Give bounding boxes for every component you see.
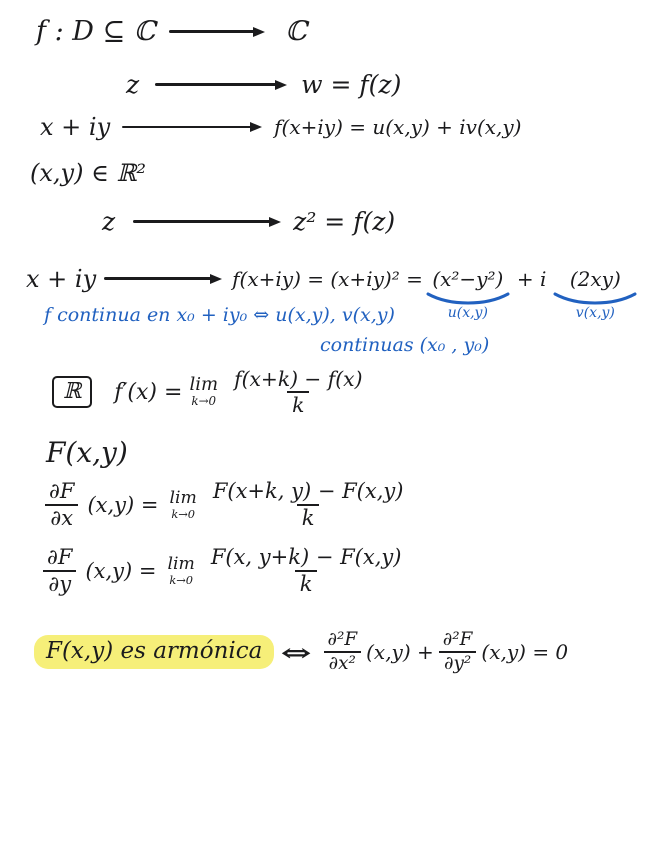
v-brace-label: v(x,y) <box>575 305 615 321</box>
fraction-denominator: ∂x² <box>324 651 361 675</box>
arrow-shaft <box>122 126 252 129</box>
highlighted-text: F(x,y) es armónica <box>34 635 274 669</box>
fraction-denominator: ∂y² <box>439 651 476 675</box>
argument-equals: (x,y) = <box>87 493 159 518</box>
arrow-shaft <box>104 277 212 280</box>
map-lhs: z <box>126 70 140 99</box>
partial-derivative-symbol <box>44 480 79 530</box>
plus-i: + i <box>516 266 547 291</box>
maps-to-arrow-icon <box>155 80 287 90</box>
arrow-head <box>250 122 262 132</box>
fraction-numerator: ∂F <box>49 479 75 503</box>
fraction-denominator: ∂y <box>43 570 76 597</box>
map-lhs: z <box>102 207 116 236</box>
formula-line-xiy-maps-uv <box>40 113 521 141</box>
iff-arrow-icon: ⇔ <box>280 637 312 667</box>
arrow-shaft <box>155 83 277 86</box>
harmonic-tail: (x,y) = 0 <box>481 640 569 665</box>
continuity-note-line1 <box>44 304 395 326</box>
difference-quotient <box>229 368 367 416</box>
fraction-denominator: k <box>297 504 320 531</box>
domain-lhs: f : D ⊆ ℂ <box>36 16 156 47</box>
formula-line-domain <box>36 16 307 47</box>
formula-line-dFdx <box>40 480 412 530</box>
maps-to-arrow-icon <box>104 274 222 284</box>
arrow-shaft <box>133 220 271 223</box>
formula-line-F-title <box>46 436 128 469</box>
lim-word: lim <box>189 374 219 396</box>
second-partial-y <box>438 630 478 674</box>
plane-statement: (x,y) ∈ ℝ² <box>30 159 147 187</box>
fraction-numerator: ∂²F <box>327 629 358 650</box>
F-title: F(x,y) <box>46 436 128 469</box>
maps-to-arrow-icon <box>122 122 262 132</box>
fraction-denominator: k <box>287 391 309 417</box>
map-rhs: w = f(z) <box>301 70 402 99</box>
underbraced-term-u <box>425 267 511 320</box>
underbrace-icon <box>552 292 638 306</box>
arrow-shaft <box>169 30 255 33</box>
arrow-head <box>210 274 222 284</box>
derivative-lhs: f′(x) = <box>114 379 183 405</box>
formula-line-dFdy <box>38 546 410 596</box>
lim-subscript: k→0 <box>171 506 195 521</box>
formula-line-plane <box>30 159 146 187</box>
arrow-head <box>275 80 287 90</box>
fraction-denominator: ∂x <box>45 504 78 531</box>
map-lhs: x + iy <box>26 264 97 293</box>
map-rhs: z² = f(z) <box>293 207 396 236</box>
continuity-note-line2 <box>320 334 489 356</box>
domain-rhs: ℂ <box>285 16 307 47</box>
u-term: (x²−y²) <box>432 267 504 291</box>
limit <box>169 487 197 521</box>
lim-word: lim <box>167 553 195 574</box>
difference-quotient <box>206 546 407 596</box>
fraction-numerator: f(x+k) − f(x) <box>234 367 363 391</box>
underbraced-term-v <box>552 267 638 320</box>
underbrace-icon <box>425 292 511 306</box>
second-partial-x <box>322 630 362 674</box>
fraction-numerator: ∂²F <box>442 629 473 650</box>
limit <box>167 553 195 587</box>
map-rhs: f(x+iy) = u(x,y) + iv(x,y) <box>274 115 522 139</box>
continuity-text: continuas (x₀ , y₀) <box>320 334 490 356</box>
formula-line-z-maps-w <box>126 70 401 99</box>
v-term: (2xy) <box>569 267 621 291</box>
formula-line-real-derivative <box>52 368 372 416</box>
formula-line-harmonic <box>34 630 568 674</box>
partial-derivative-symbol <box>42 546 77 596</box>
real-numbers-box: ℝ <box>52 376 92 408</box>
fraction-numerator: F(x, y+k) − F(x,y) <box>210 545 402 569</box>
argument-equals: (x,y) = <box>85 559 157 584</box>
arrow-head <box>253 27 265 37</box>
map-rhs-prefix: f(x+iy) = (x+iy)² = <box>232 266 423 291</box>
map-lhs: x + iy <box>40 113 111 141</box>
limit <box>189 376 218 408</box>
harmonic-mid: (x,y) + <box>366 640 434 665</box>
lim-word: lim <box>169 487 197 508</box>
fraction-denominator: k <box>295 570 318 597</box>
maps-to-arrow-icon <box>169 27 265 37</box>
arrow-head <box>269 217 281 227</box>
formula-line-z-maps-zsq <box>102 207 395 236</box>
continuity-text: f continua en x₀ + iy₀ ⇔ u(x,y), v(x,y) <box>44 304 395 326</box>
lim-subscript: k→0 <box>169 572 193 587</box>
lim-subscript: k→0 <box>191 394 217 409</box>
fraction-numerator: ∂F <box>47 545 73 569</box>
fraction-numerator: F(x+k, y) − F(x,y) <box>212 479 404 503</box>
u-brace-label: u(x,y) <box>447 305 488 321</box>
difference-quotient <box>208 480 409 530</box>
maps-to-arrow-icon <box>133 217 281 227</box>
